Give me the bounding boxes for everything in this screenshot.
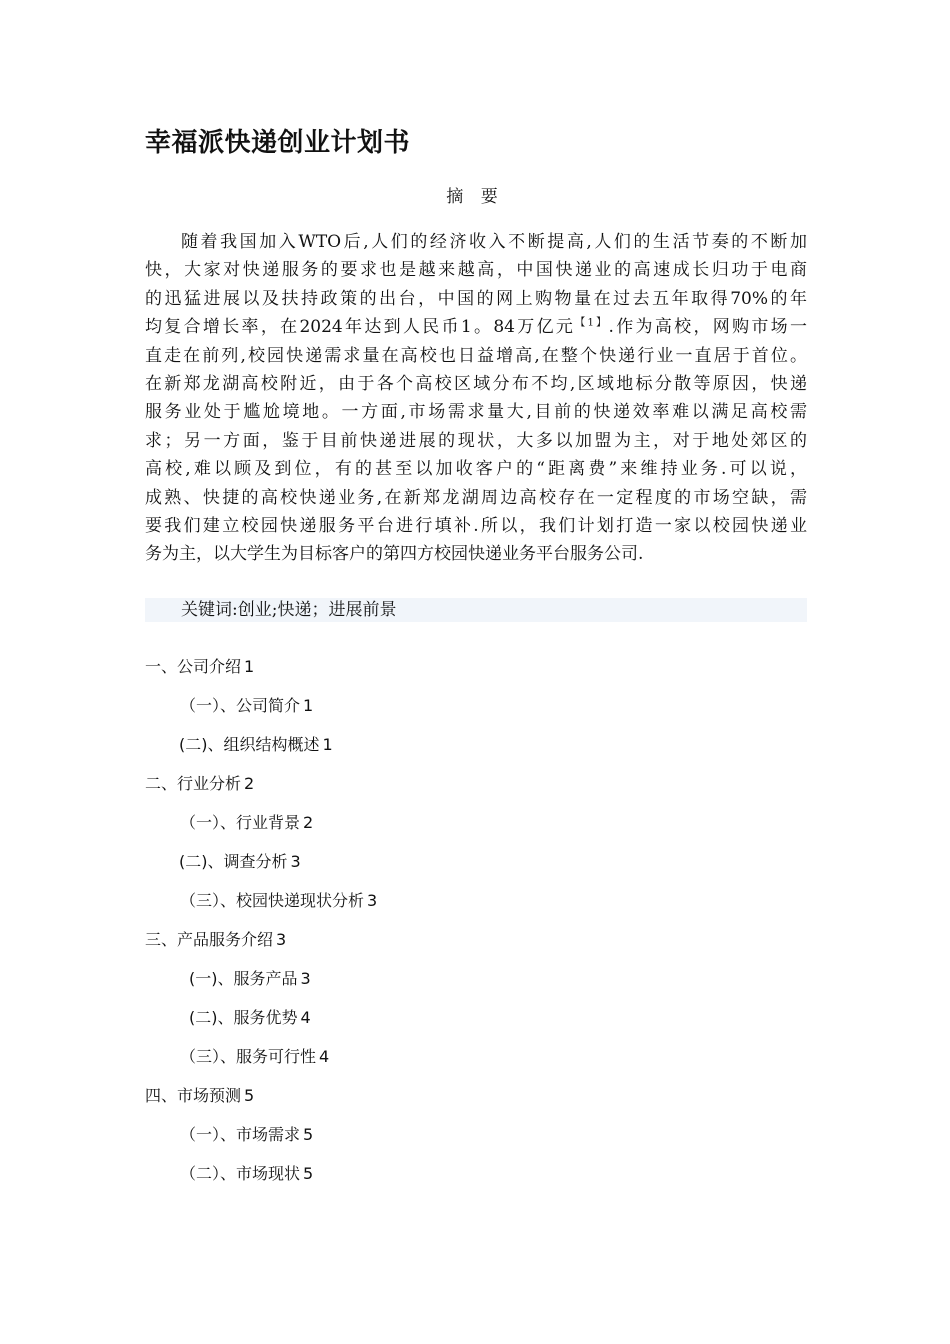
toc-entry-page: 1 bbox=[244, 657, 255, 676]
toc-entry-label: (二)、组织结构概述 bbox=[179, 735, 320, 754]
toc-entry[interactable] bbox=[179, 850, 301, 874]
abstract-line: 求；另一方面，鉴于目前快递进展的现状，大多以加盟为主，对于地处郊区的 bbox=[145, 430, 807, 451]
toc-entry[interactable] bbox=[189, 967, 311, 991]
abstract-line: 在新郑龙湖高校附近，由于各个高校区域分布不均,区域地标分散等原因，快递 bbox=[145, 374, 807, 395]
toc-entry-label: （一）、市场需求 bbox=[180, 1125, 301, 1144]
document-title: 幸福派快递创业计划书 bbox=[145, 128, 411, 158]
toc-entry[interactable] bbox=[180, 1123, 313, 1147]
toc-entry-label: （一）、公司简介 bbox=[180, 696, 301, 715]
toc-entry-page: 2 bbox=[244, 774, 255, 793]
toc-entry-label: （二）、市场现状 bbox=[180, 1164, 301, 1183]
toc-entry-label: (一)、服务产品 bbox=[189, 969, 298, 988]
toc-entry[interactable] bbox=[180, 694, 313, 718]
toc-entry-page: 5 bbox=[303, 1125, 314, 1144]
toc-entry-label: （三）、服务可行性 bbox=[180, 1047, 317, 1066]
toc-entry[interactable] bbox=[145, 928, 286, 952]
toc-entry-page: 4 bbox=[319, 1047, 330, 1066]
toc-entry-page: 4 bbox=[300, 1008, 311, 1027]
toc-entry-label: 一、公司介绍 bbox=[145, 657, 242, 676]
abstract-body bbox=[145, 228, 807, 569]
toc-entry-label: （三）、校园快递现状分析 bbox=[180, 891, 365, 910]
toc-entry-page: 5 bbox=[303, 1164, 314, 1183]
toc-entry[interactable] bbox=[180, 1045, 329, 1069]
abstract-line: 高校,难以顾及到位，有的甚至以加收客户的“距离费”来维持业务.可以说， bbox=[145, 459, 807, 480]
abstract-heading: 摘 要 bbox=[446, 187, 504, 207]
abstract-line-with-citation bbox=[145, 313, 807, 341]
abstract-line: 务为主，以大学生为目标客户的第四方校园快递业务平台服务公司. bbox=[145, 544, 644, 565]
toc-entry-page: 3 bbox=[367, 891, 378, 910]
abstract-line-text: 均复合增长率，在2024年达到人民币1。84万亿元 bbox=[145, 317, 576, 338]
keywords-text: 关键词:创业;快递；进展前景 bbox=[181, 600, 397, 620]
abstract-line: 随着我国加入WTO后,人们的经济收入不断提高,人们的生活节奏的不断加 bbox=[181, 232, 807, 252]
toc-entry-page: 1 bbox=[303, 696, 314, 715]
toc-entry-page: 3 bbox=[290, 852, 301, 871]
toc-entry-label: 四、市场预测 bbox=[145, 1086, 242, 1105]
toc-entry-label: (二)、服务优势 bbox=[189, 1008, 298, 1027]
toc-entry[interactable] bbox=[145, 655, 254, 679]
toc-entry-label: 三、产品服务介绍 bbox=[145, 930, 274, 949]
abstract-line: 的迅猛进展以及扶持政策的出台，中国的网上购物量在过去五年取得70%的年 bbox=[145, 288, 807, 309]
toc-entry-page: 1 bbox=[322, 735, 333, 754]
toc-entry-label: （一）、行业背景 bbox=[180, 813, 301, 832]
toc-entry[interactable] bbox=[180, 811, 313, 835]
toc-entry[interactable] bbox=[145, 772, 254, 796]
toc-entry[interactable] bbox=[180, 1162, 313, 1186]
toc-entry-page: 2 bbox=[303, 813, 314, 832]
abstract-line: 要我们建立校园快递服务平台进行填补.所以，我们计划打造一家以校园快递业 bbox=[145, 516, 807, 537]
toc-entry[interactable] bbox=[179, 733, 333, 757]
toc-entry-page: 5 bbox=[244, 1086, 255, 1105]
abstract-line: 服务业处于尴尬境地。一方面,市场需求量大,目前的快递效率难以满足高校需 bbox=[145, 402, 807, 423]
citation-mark: 【1】 bbox=[575, 317, 609, 329]
toc-entry-page: 3 bbox=[300, 969, 311, 988]
toc-entry-label: (二)、调查分析 bbox=[179, 852, 288, 871]
abstract-line-tail: .作为高校，网购市场一 bbox=[608, 317, 807, 338]
abstract-line: 直走在前列,校园快递需求量在高校也日益增高,在整个快递行业一直居于首位。 bbox=[145, 345, 807, 366]
toc-entry[interactable] bbox=[145, 1084, 254, 1108]
abstract-line: 成熟、快捷的高校快递业务,在新郑龙湖周边高校存在一定程度的市场空缺，需 bbox=[145, 487, 807, 508]
abstract-line: 快，大家对快递服务的要求也是越来越高，中国快递业的高速成长归功于电商 bbox=[145, 260, 807, 281]
toc-entry[interactable] bbox=[180, 889, 377, 913]
toc-entry[interactable] bbox=[189, 1006, 311, 1030]
toc-entry-label: 二、行业分析 bbox=[145, 774, 242, 793]
toc-entry-page: 3 bbox=[276, 930, 287, 949]
keywords-line bbox=[145, 598, 807, 622]
